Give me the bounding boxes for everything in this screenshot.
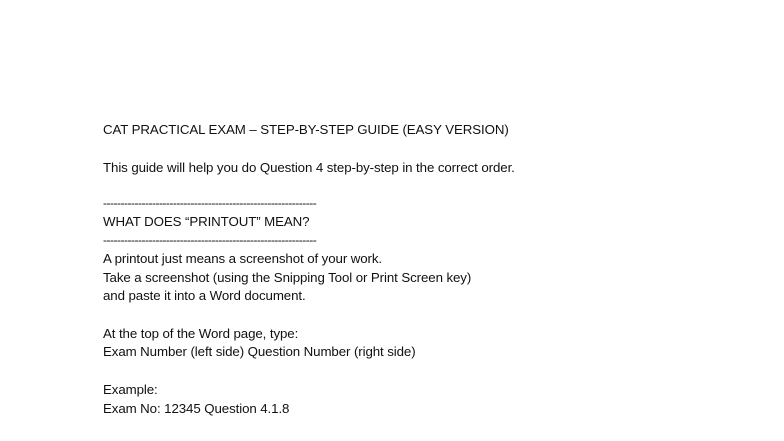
spacer bbox=[103, 306, 743, 325]
example-label: Example: bbox=[103, 381, 158, 397]
section-heading: WHAT DOES “PRINTOUT” MEAN? bbox=[103, 213, 310, 229]
instruction-line-2: Exam Number (left side) Question Number (right side) bbox=[103, 344, 416, 360]
document-body bbox=[103, 121, 743, 418]
spacer bbox=[103, 362, 743, 381]
body-line-3: and paste it into a Word document. bbox=[103, 288, 306, 304]
divider-top: ------------------------------------------------------------- bbox=[103, 196, 317, 211]
example-value: Exam No: 12345 Question 4.1.8 bbox=[103, 400, 290, 416]
intro-text: This guide will help you do Question 4 step-by-step in the correct order. bbox=[103, 159, 515, 175]
body-line-2: Take a screenshot (using the Snipping Tool or Print Screen key) bbox=[103, 269, 472, 285]
spacer bbox=[103, 177, 743, 194]
body-line-1: A printout just means a screenshot of your work. bbox=[103, 250, 383, 266]
instruction-line-1: At the top of the Word page, type: bbox=[103, 325, 299, 341]
divider-bottom: ------------------------------------------------------------- bbox=[103, 233, 317, 248]
document-title: CAT PRACTICAL EXAM – STEP-BY-STEP GUIDE (EASY VERSION) bbox=[103, 122, 509, 137]
spacer bbox=[103, 140, 743, 159]
